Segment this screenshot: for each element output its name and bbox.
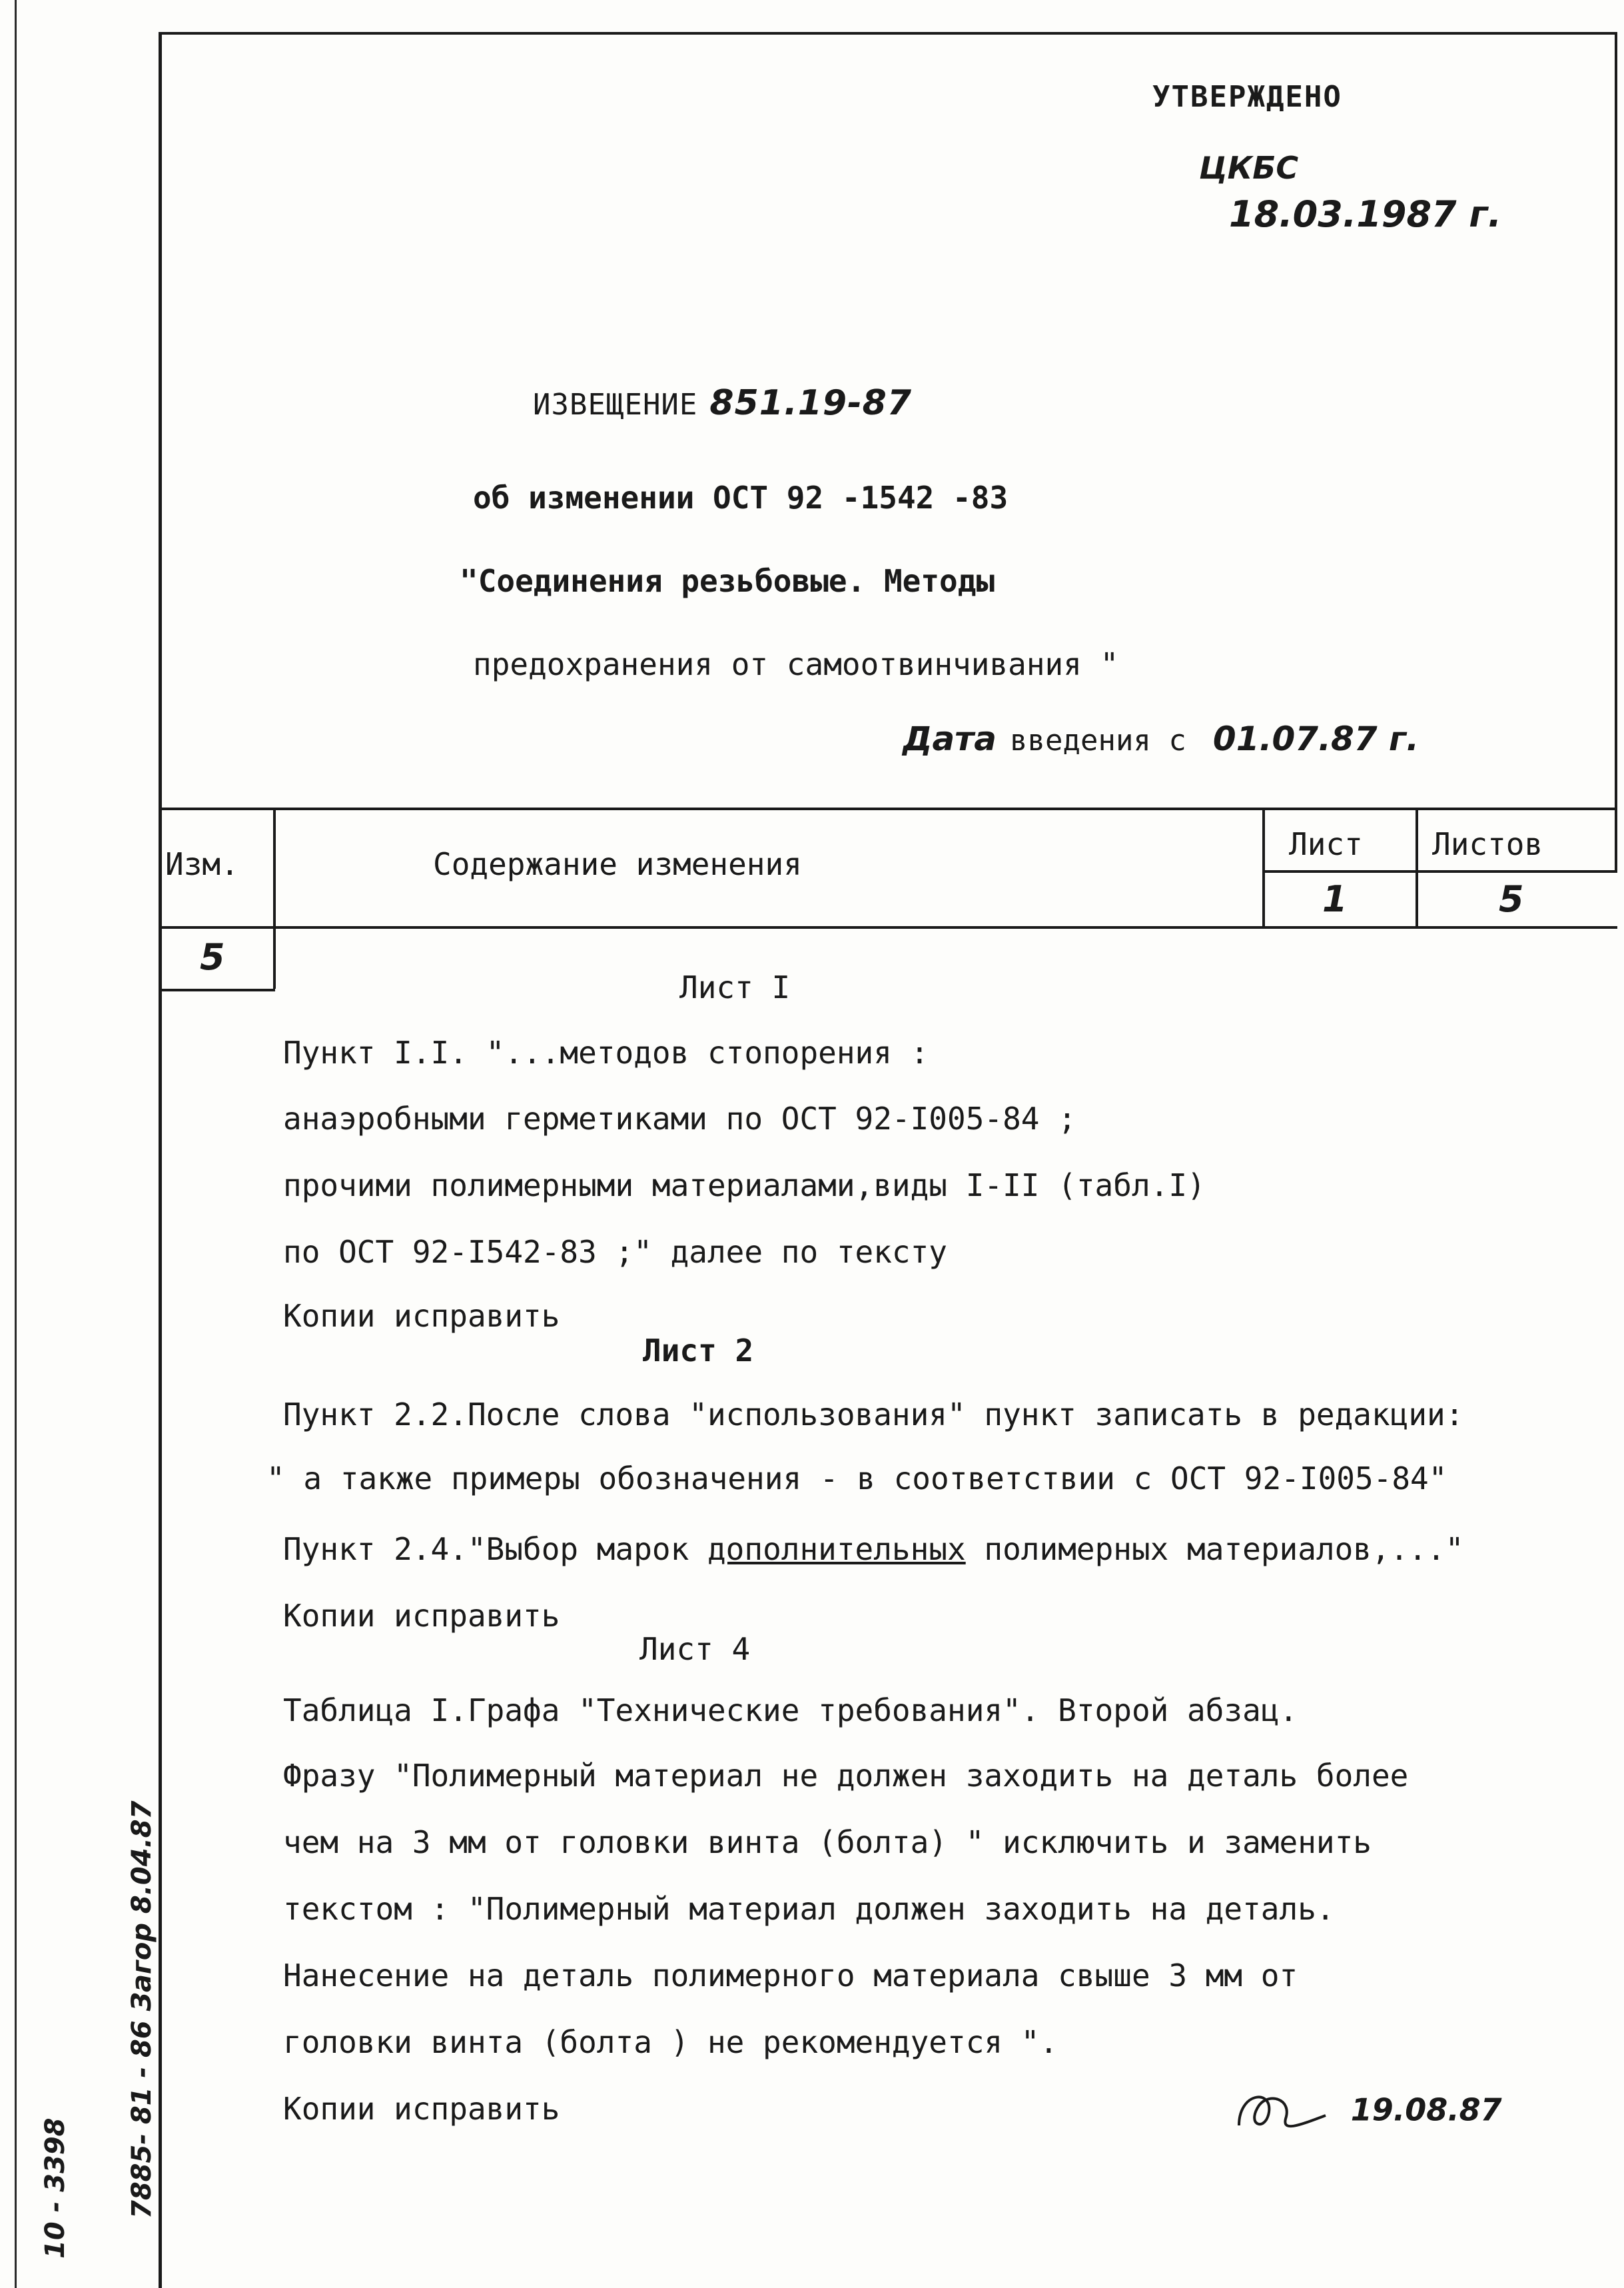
sheet4-line: Копии исправить <box>283 2091 560 2127</box>
sheet1-line: прочими полимерными материалами,виды I-II (табл.I) <box>283 1167 1206 1203</box>
table-col-divider-1 <box>273 808 276 989</box>
col-header-change: Изм. <box>165 846 239 882</box>
sheet1-line: Пункт I.I. "...методов стопорения : <box>283 1035 929 1071</box>
sheet4-line: Фразу "Полимерный материал не должен заходить на деталь более <box>283 1758 1409 1794</box>
notice-title-line3: предохранения от самоотвинчивания " <box>473 646 1119 682</box>
sheet4-line: текстом : "Полимерный материал должен заходить на деталь. <box>283 1891 1335 1927</box>
sheet1-line: по ОСТ 92-I542-83 ;" далее по тексту <box>283 1234 947 1270</box>
item24-insert: дополнительных <box>707 1531 966 1567</box>
frame-left-border <box>159 33 162 2288</box>
frame-top-border <box>159 32 1617 35</box>
notice-label: ИЗВЕЩЕНИЕ <box>533 388 698 422</box>
intro-label: Дата <box>903 720 997 758</box>
introduction-date-row <box>903 720 1419 758</box>
change-cell-bottom-line <box>159 989 275 991</box>
intro-date: 01.07.87 г. <box>1212 720 1420 758</box>
sheet4-line: Таблица I.Графа "Технические требования". Второй абзац. <box>283 1692 1298 1728</box>
sheet2-line: Копии исправить <box>283 1598 560 1634</box>
approval-stamp: УТВЕРЖДЕНО <box>1152 80 1342 114</box>
signature-date: 19.08.87 <box>1350 2091 1502 2128</box>
margin-note-2: 7885- 81 - 86 Загор 8.04.87 <box>127 1800 157 2219</box>
notice-title-line2: "Соединения резьбовые. Методы <box>460 563 995 599</box>
col-header-content: Содержание изменения <box>433 846 802 882</box>
table-header-bottom-line <box>159 926 1617 929</box>
change-number-value: 5 <box>200 936 225 978</box>
sheet2-heading: Лист 2 <box>643 1333 754 1369</box>
signature-block <box>1232 2085 1502 2139</box>
sheet1-line: анаэробными герметиками по ОСТ 92-I005-84 ; <box>283 1101 1076 1137</box>
sheets-total-value: 5 <box>1499 878 1524 920</box>
notice-title-line1: об изменении ОСТ 92 -1542 -83 <box>473 480 1009 516</box>
sheet-number-value: 1 <box>1322 878 1348 920</box>
sheet4-line: Нанесение на деталь полимерного материала свыше 3 мм от <box>283 1958 1298 1994</box>
sheet4-line: головки винта (болта ) не рекомендуется ". <box>283 2024 1058 2060</box>
sheet1-heading: Лист I <box>679 969 791 1005</box>
approval-organization: ЦКБС <box>1199 150 1299 186</box>
margin-note-1: 10 - 3398 <box>40 2117 71 2259</box>
sheet2-line: " а также примеры обозначения - в соответствии с ОСТ 92-I005-84" <box>266 1460 1447 1496</box>
col-header-sheets: Листов <box>1432 826 1543 862</box>
sheet4-line: чем на 3 мм от головки винта (болта) " исключить и заменить <box>283 1824 1372 1860</box>
table-header-split-line <box>1262 870 1617 873</box>
frame-right-border <box>1615 32 1617 871</box>
intro-text: введения с <box>1010 724 1186 758</box>
sheet2-line: Пункт 2.2.После слова "использования" пункт записать в редакции: <box>283 1397 1464 1432</box>
item24-prefix: Пункт 2.4."Выбор марок <box>283 1531 689 1567</box>
col-header-sheet: Лист <box>1289 826 1363 862</box>
table-top-line <box>159 808 1617 810</box>
sheet1-line: Копии исправить <box>283 1298 560 1334</box>
notice-heading <box>533 383 912 423</box>
sheet4-heading: Лист 4 <box>639 1631 751 1667</box>
signature-scribble <box>1232 2085 1332 2139</box>
table-col-divider-2 <box>1262 808 1265 927</box>
item24-suffix: полимерных материалов,..." <box>984 1531 1464 1567</box>
page-edge-line <box>15 0 17 2288</box>
table-col-divider-3 <box>1416 808 1418 927</box>
sheet2-item-2-4 <box>283 1531 1463 1567</box>
approval-date: 18.03.1987 г. <box>1229 193 1502 235</box>
notice-number: 851.19-87 <box>709 383 913 423</box>
